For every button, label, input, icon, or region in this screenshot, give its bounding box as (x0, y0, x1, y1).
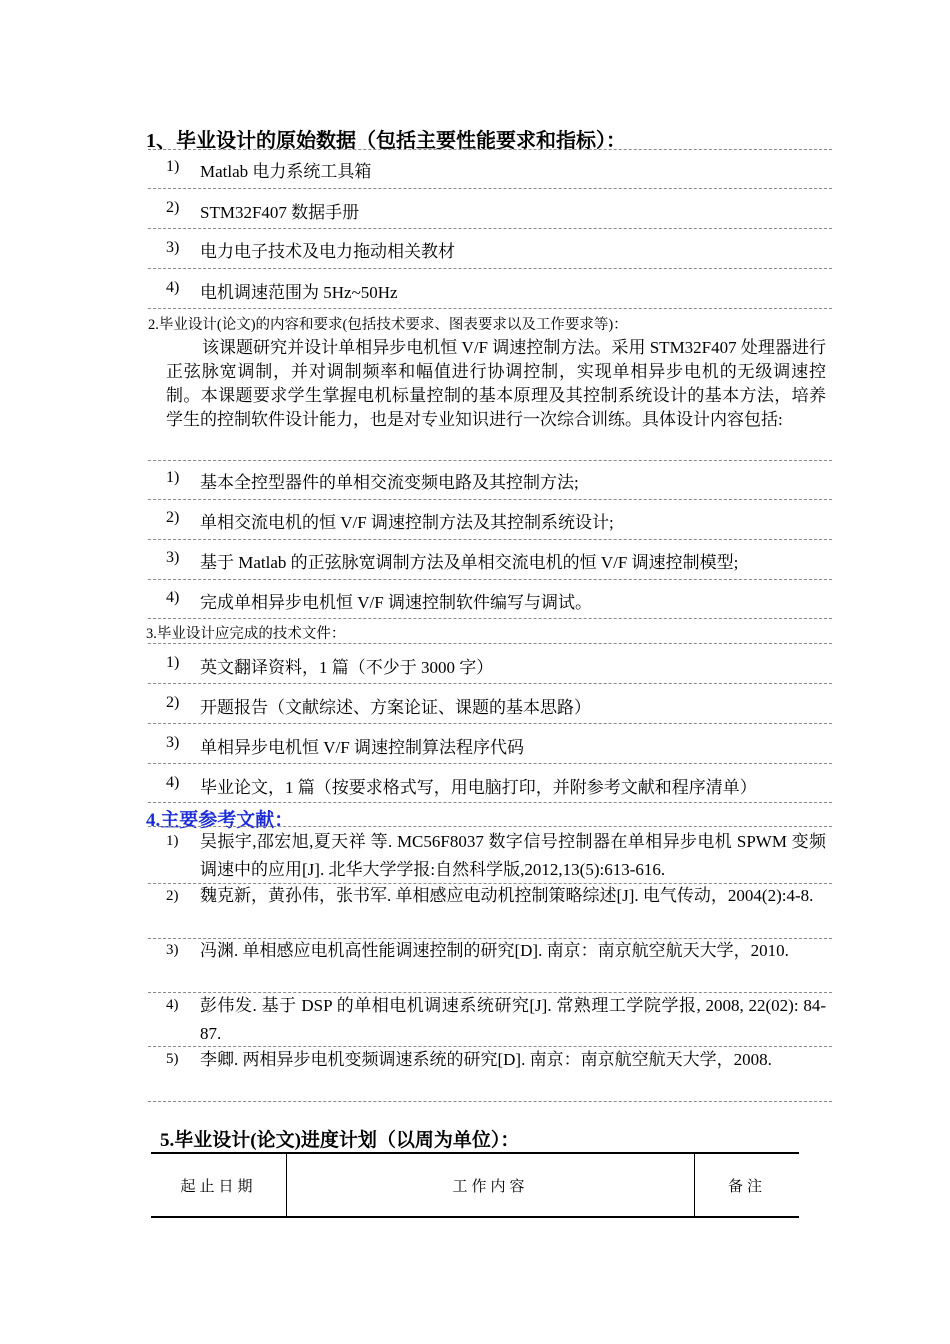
section1-title: 1、毕业设计的原始数据（包括主要性能要求和指标）： (146, 130, 626, 152)
table-header-row (151, 1153, 799, 1217)
divider (148, 579, 832, 580)
list-item: 开题报告（文献综述、方案论证、课题的基本思路） (200, 698, 591, 717)
ref-number: 1) (166, 833, 179, 849)
divider (148, 723, 832, 724)
divider (148, 539, 832, 540)
divider (148, 802, 832, 803)
section2-title: 2.毕业设计(论文)的内容和要求(包括技术要求、图表要求以及工作要求等)： (148, 317, 628, 333)
list-item: STM32F407 数据手册 (200, 203, 360, 222)
header-notes: 备注 (695, 1153, 800, 1217)
item-number: 2) (166, 509, 180, 526)
list-item: 基于 Matlab 的正弦脉宽调制方法及单相交流电机的恒 V/F 调速控制模型; (200, 553, 739, 572)
ref-number: 2) (166, 888, 179, 904)
header-content: 工作内容 (287, 1153, 695, 1217)
item-number: 3) (166, 239, 180, 256)
header-date: 起止日期 (180, 1176, 257, 1195)
divider (148, 149, 832, 150)
list-item: 基本全控型器件的单相交流变频电路及其控制方法; (200, 473, 579, 492)
reference-item: 彭伟发. 基于 DSP 的单相电机调速系统研究[J]. 常熟理工学院学报, 2008, 22(02): 84-87. (200, 996, 826, 1043)
section5-title: 5.毕业设计(论文)进度计划（以周为单位）： (160, 1130, 520, 1151)
list-item: 完成单相异步电机恒 V/F 调速控制软件编写与调试。 (200, 593, 592, 612)
ref-number: 4) (166, 997, 179, 1013)
divider (148, 188, 832, 189)
item-number: 4) (166, 774, 180, 791)
item-number: 4) (166, 279, 180, 296)
divider (148, 268, 832, 269)
item-number: 3) (166, 734, 180, 751)
reference-item: 魏克新，黄孙伟，张书军. 单相感应电动机控制策略综述[J]. 电气传动，2004(2):4-8. (200, 886, 814, 905)
divider (148, 308, 832, 309)
divider (148, 763, 832, 764)
item-number: 2) (166, 694, 180, 711)
list-item: 毕业论文，1 篇（按要求格式写，用电脑打印，并附参考文献和程序清单） (200, 778, 757, 797)
list-item: Matlab 电力系统工具箱 (200, 162, 372, 181)
list-item: 电机调速范围为 5Hz~50Hz (200, 283, 398, 302)
list-item: 单相异步电机恒 V/F 调速控制算法程序代码 (200, 738, 524, 757)
item-number: 3) (166, 549, 180, 566)
ref-number: 3) (166, 942, 179, 958)
divider (148, 460, 832, 461)
section4-title: 4.主要参考文献： (146, 810, 294, 831)
list-item: 英文翻译资料，1 篇（不少于 3000 字） (200, 658, 494, 677)
section2-paragraph: 该课题研究并设计单相异步电机恒 V/F 调速控制方法。采用 STM32F407 处理器进行正弦脉宽调制，并对调制频率和幅值进行协调控制，实现单相异步电机的无级调速控制。本课题要求学生掌握电机标量控制的基本原理及其控制系统设计的基本方法，培养学生的控制软件设计能力，也是对专业知识进行一次综合训练。具体设计内容包括: (166, 338, 826, 429)
ref-number: 5) (166, 1051, 179, 1067)
reference-item: 冯渊. 单相感应电机高性能调速控制的研究[D]. 南京：南京航空航天大学，2010. (200, 941, 789, 960)
reference-item: 吴振宇,邵宏旭,夏天祥 等. MC56F8037 数字信号控制器在单相异步电机 SPWM 变频调速中的应用[J]. 北华大学学报:自然科学版,2012,13(5):613-616. (200, 832, 826, 879)
item-number: 2) (166, 199, 180, 216)
section3-title: 3.毕业设计应完成的技术文件： (146, 626, 346, 642)
divider (148, 643, 832, 644)
divider (148, 1101, 832, 1102)
item-number: 1) (166, 654, 180, 671)
schedule-table (151, 1152, 799, 1218)
reference-item: 李卿. 两相异步电机变频调速系统的研究[D]. 南京：南京航空航天大学，2008. (200, 1050, 772, 1069)
item-number: 1) (166, 469, 180, 486)
divider (148, 618, 832, 619)
list-item: 单相交流电机的恒 V/F 调速控制方法及其控制系统设计; (200, 513, 614, 532)
divider (148, 826, 832, 827)
item-number: 4) (166, 589, 180, 606)
item-number: 1) (166, 158, 180, 175)
divider (148, 228, 832, 229)
list-item: 电力电子技术及电力拖动相关教材 (200, 242, 455, 261)
divider (148, 683, 832, 684)
divider (148, 499, 832, 500)
